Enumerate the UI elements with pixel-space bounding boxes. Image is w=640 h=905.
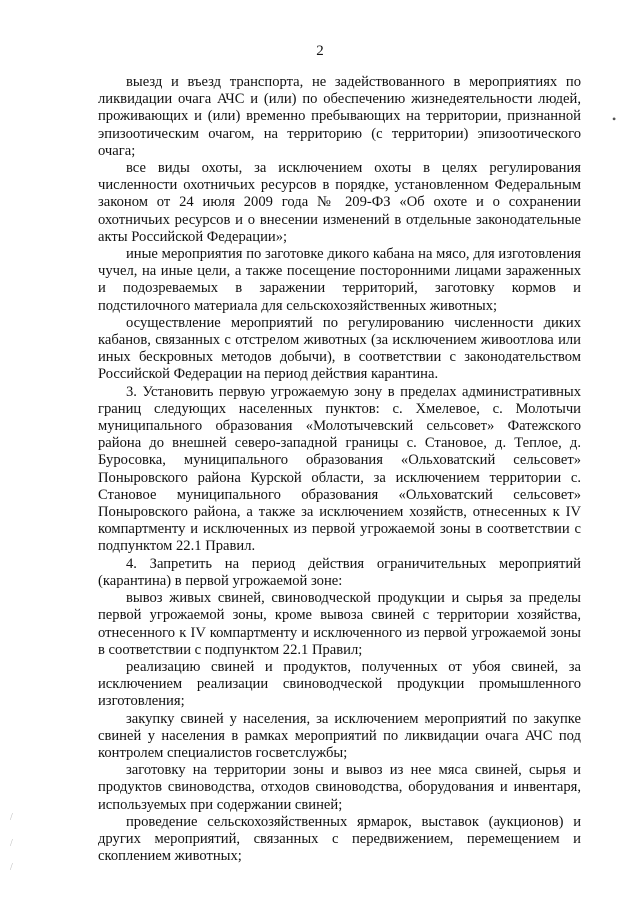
- document-body: [98, 74, 581, 865]
- paragraph-live-pig-export-ban: вывоз живых свиней, свиноводческой продукции и сырья за пределы первой угрожаемой зоны, кроме вывоза свиней с территории хозяйства, отнесенного к IV компартменту и исключенного из первой угрожаемой зоны в соответствии с подпунктом 22.1 Правил;: [98, 590, 581, 658]
- paragraph-wild-boar-harvest-ban: иные мероприятия по заготовке дикого кабана на мясо, для изготовления чучел, на иные цели, а также посещение посторонними лицами зараженных и подозреваемых в заражении территорий, заготовку кормов и подстилочного материала для сельскохозяйственных животных;: [98, 246, 581, 314]
- margin-dot: •: [612, 112, 617, 126]
- paragraph-pig-sales-ban: реализацию свиней и продуктов, полученных от убоя свиней, за исключением реализации свиноводческой продукции промышленного изготовления;: [98, 658, 581, 710]
- page-number: 2: [316, 43, 324, 59]
- paragraph-boar-population-regulation: осуществление мероприятий по регулированию численности диких кабанов, связанных с отстрелом животных (за исключением живоотлова или иных бескровных методов добычи), в соответствии с законодательством Российской Федерации на период действия карантина.: [98, 314, 581, 383]
- paragraph-pig-purchase-ban: закупку свиней у населения, за исключением мероприятий по закупке свиней у населения в рамках мероприятий по ликвидации очага АЧС под контролем специалистов госветслужбы;: [98, 710, 581, 761]
- paragraph-pork-harvest-ban: заготовку на территории зоны и вывоз из нее мяса свиней, сырья и продуктов свиноводства, отходов свиноводства, оборудования и инвентаря, используемых при содержании свиней;: [98, 762, 581, 813]
- margin-scratch-mark: /: [10, 812, 13, 823]
- margin-scratch-mark: /: [10, 862, 13, 873]
- paragraph-item-4-prohibitions: 4. Запретить на период действия ограничительных мероприятий (карантина) в первой угрожаемой зоне:: [98, 555, 581, 589]
- paragraph-hunting-ban: все виды охоты, за исключением охоты в целях регулирования численности охотничьих ресурсов в порядке, установленном Федеральным законом от 24 июля 2009 года № 209-ФЗ «Об охоте и о сохранении охотничьих ресурсов и о внесении изменений в отдельные законодательные акты Российской Федерации»;: [98, 160, 581, 245]
- margin-scratch-mark: /: [10, 838, 13, 849]
- paragraph-item-3-first-threatened-zone: 3. Установить первую угрожаемую зону в пределах административных границ следующих населенных пунктов: с. Хмелевое, с. Молотычи муниципального образования «Молотычевский сельсовет» Фатежского района до внешней северо-западной границы с. Становое, д. Теплое, д. Буросовка, муниципального образования «Ольховатский сельсовет» Поныровского района Курской области, за исключением территории с. Становое муниципального образования «Ольховатский сельсовет» Поныровского района, а также за исключением хозяйств, отнесенных к IV компартменту и исключенных из первой угрожаемой зоны в соответствии с подпунктом 22.1 Правил.: [98, 383, 581, 555]
- paragraph-transport-ban: выезд и въезд транспорта, не задействованного в мероприятиях по ликвидации очага АЧС и (или) по обеспечению жизнедеятельности людей, проживающих и (или) временно пребывающих на территории, признанной эпизоотическим очагом, на территорию (с территории) эпизоотического очага;: [98, 74, 581, 159]
- paragraph-fairs-ban: проведение сельскохозяйственных ярмарок, выставок (аукционов) и других мероприятий, связанных с передвижением, перемещением и скоплением животных;: [98, 813, 581, 865]
